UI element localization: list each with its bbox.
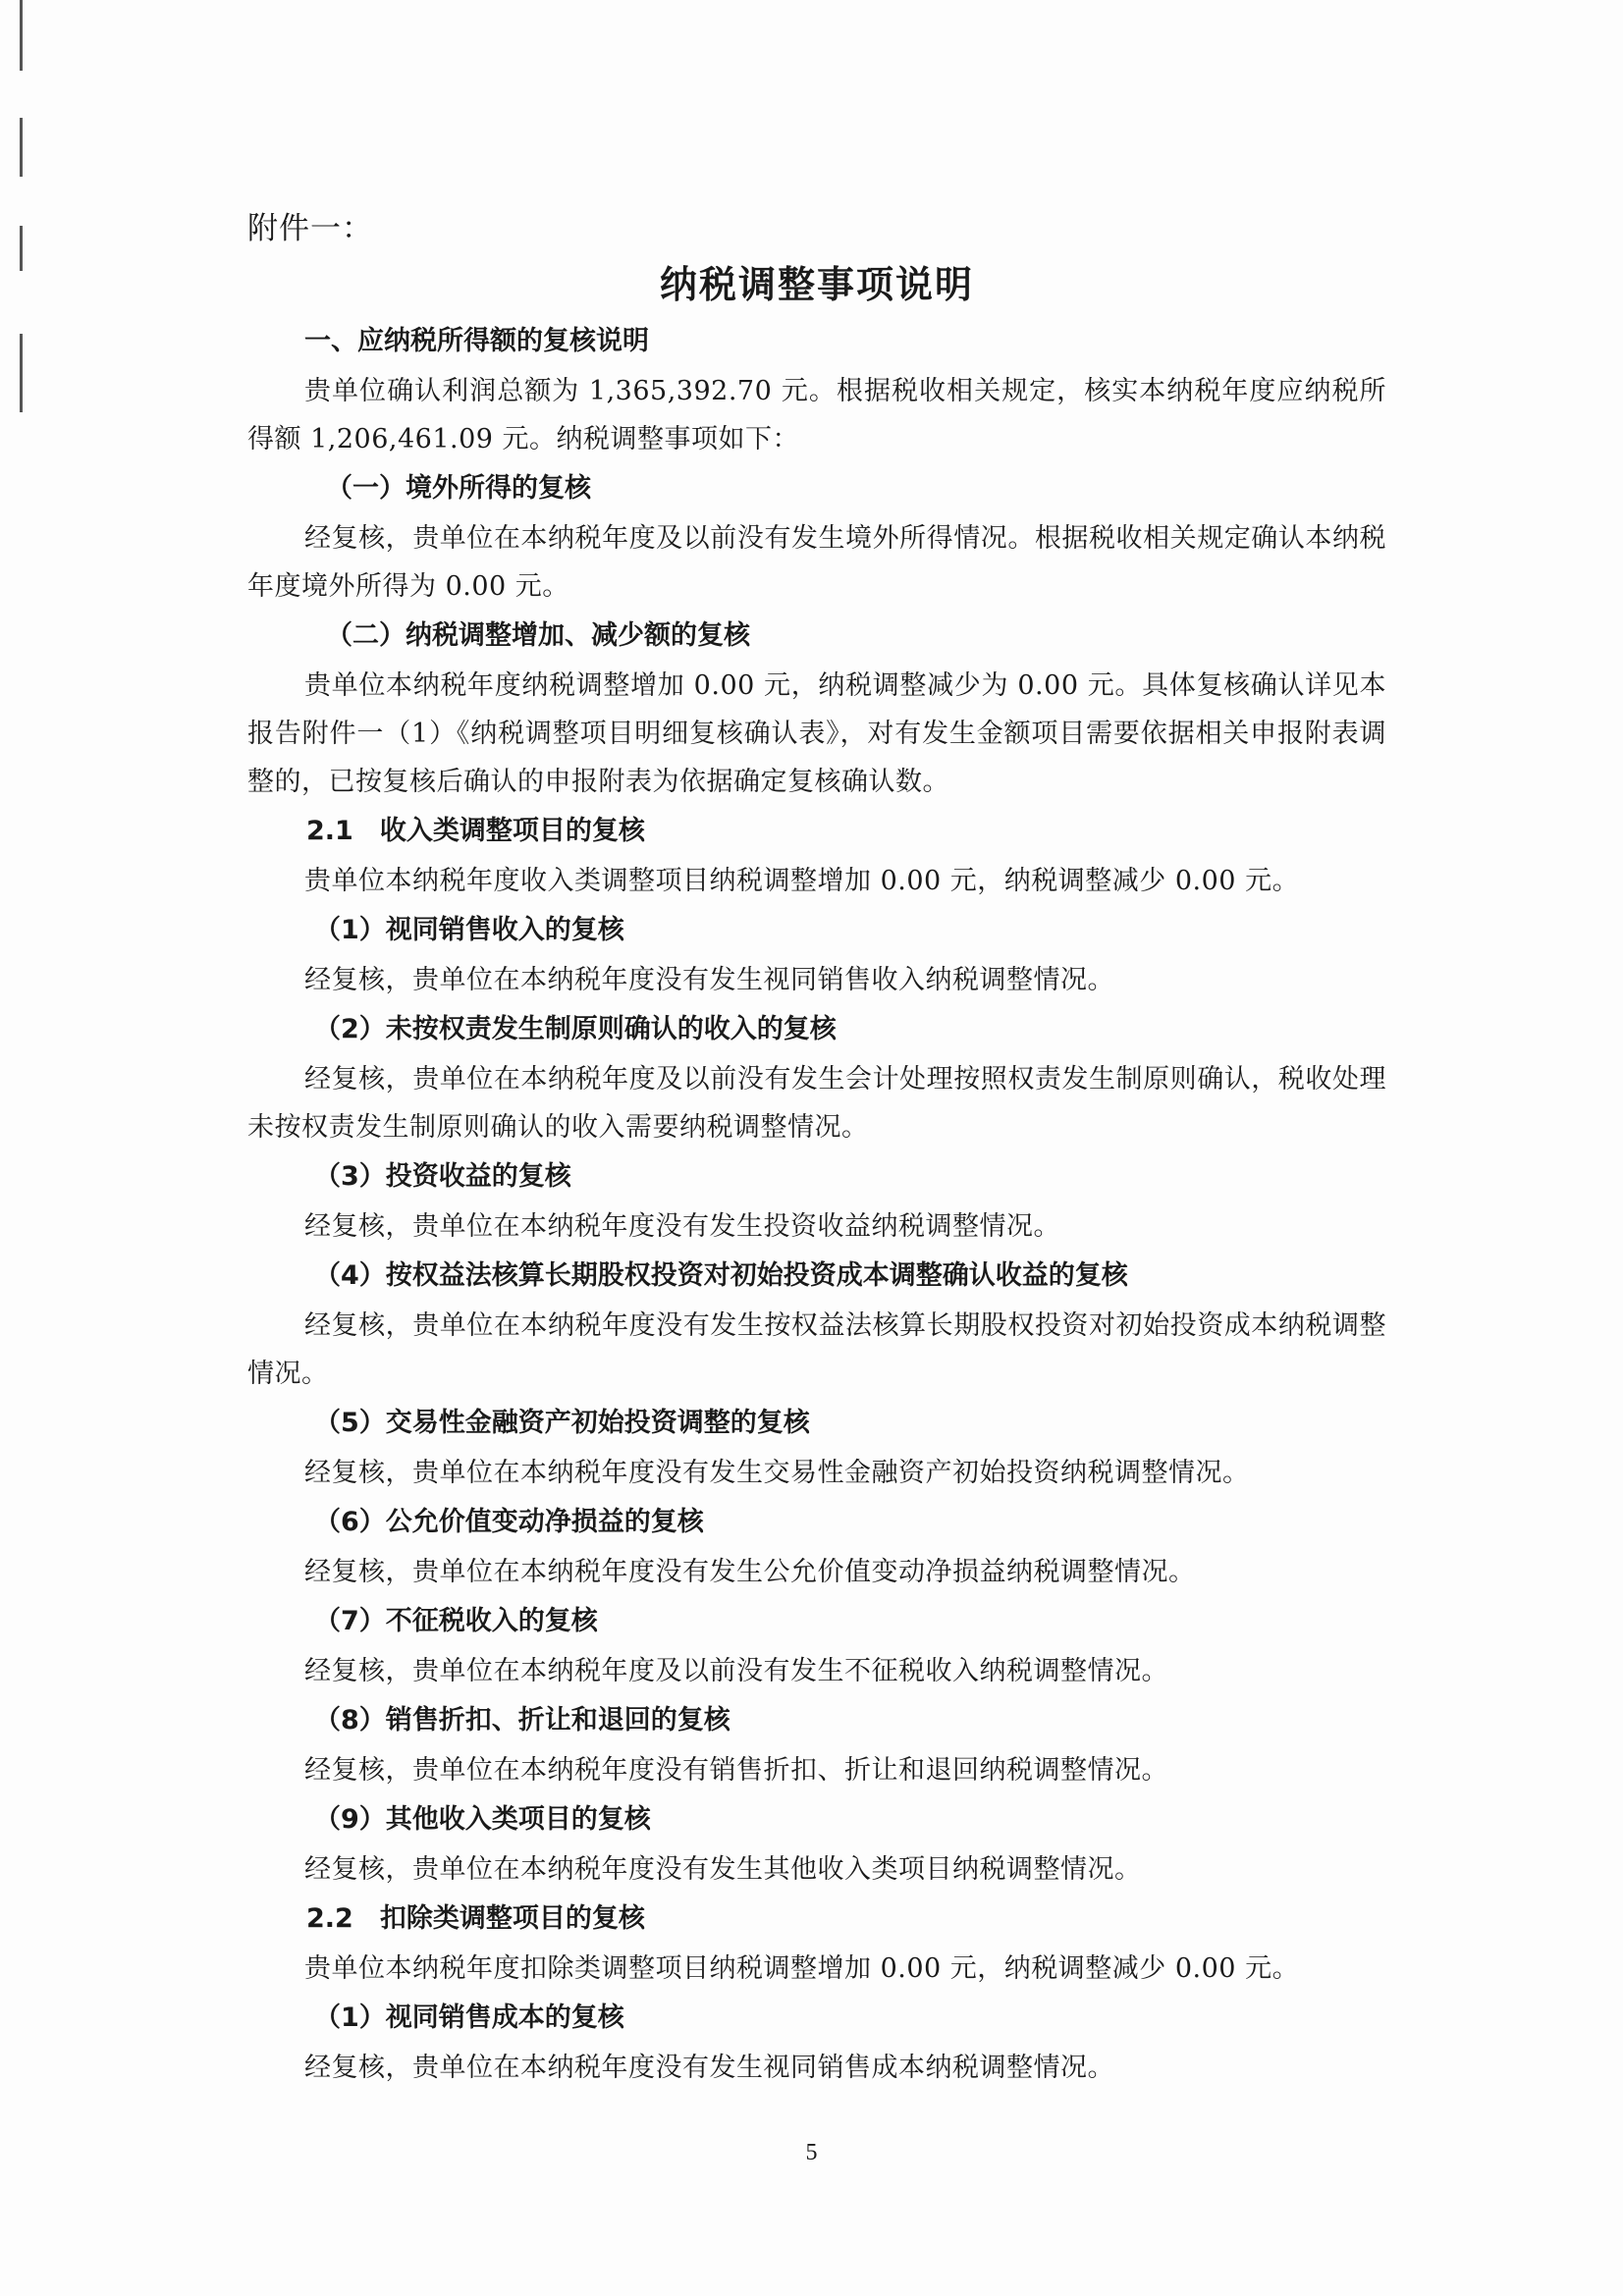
document-title: 纳税调整事项说明: [659, 262, 974, 306]
document-body: [247, 206, 1386, 2092]
paragraph: 贵单位本纳税年度扣除类调整项目纳税调整增加 0.00 元，纳税调整减少 0.00 元。: [304, 1953, 1300, 1984]
section-heading: （6）公允价值变动净损益的复核: [314, 1507, 704, 1537]
section-heading: （4）按权益法核算长期股权投资对初始投资成本调整确认收益的复核: [314, 1260, 1128, 1291]
annex-label: 附件一：: [247, 211, 373, 246]
document-sections: [247, 318, 1386, 2092]
paragraph: 经复核，贵单位在本纳税年度没有发生公允价值变动净损益纳税调整情况。: [304, 1557, 1196, 1587]
paragraph: 贵单位确认利润总额为 1,365,392.70 元。根据税收相关规定，核实本纳税年度应纳税所得额 1,206,461.09 元。纳税调整事项如下：: [247, 376, 1386, 454]
section-heading: 2.1 收入类调整项目的复核: [306, 816, 645, 846]
paragraph: 经复核，贵单位在本纳税年度没有发生投资收益纳税调整情况。: [304, 1211, 1060, 1242]
scan-edge-mark: [20, 334, 23, 412]
section-heading: 2.2 扣除类调整项目的复核: [306, 1903, 645, 1934]
section-heading: （1）视同销售成本的复核: [314, 2002, 624, 2033]
paragraph: 经复核，贵单位在本纳税年度没有发生视同销售成本纳税调整情况。: [304, 2053, 1114, 2083]
section-heading: （3）投资收益的复核: [314, 1161, 571, 1192]
section-heading: （一）境外所得的复核: [326, 473, 591, 504]
paragraph: 经复核，贵单位在本纳税年度没有销售折扣、折让和退回纳税调整情况。: [304, 1755, 1168, 1786]
section-heading: （2）未按权责发生制原则确认的收入的复核: [314, 1014, 837, 1044]
section-heading: （5）交易性金融资产初始投资调整的复核: [314, 1408, 810, 1438]
section-heading: 一、应纳税所得额的复核说明: [304, 326, 649, 356]
paragraph: 经复核，贵单位在本纳税年度及以前没有发生会计处理按照权责发生制原则确认，税收处理未按权责发生制原则确认的收入需要纳税调整情况。: [247, 1064, 1386, 1143]
paragraph: 经复核，贵单位在本纳税年度及以前没有发生境外所得情况。根据税收相关规定确认本纳税年度境外所得为 0.00 元。: [247, 523, 1386, 602]
paragraph: 经复核，贵单位在本纳税年度及以前没有发生不征税收入纳税调整情况。: [304, 1656, 1168, 1686]
section-heading: （9）其他收入类项目的复核: [314, 1804, 651, 1835]
paragraph: 经复核，贵单位在本纳税年度没有发生视同销售收入纳税调整情况。: [304, 965, 1114, 995]
section-heading: （1）视同销售收入的复核: [314, 915, 624, 945]
paragraph: 贵单位本纳税年度收入类调整项目纳税调整增加 0.00 元，纳税调整减少 0.00 元。: [304, 866, 1300, 896]
scan-edge-mark: [20, 0, 23, 71]
section-heading: （7）不征税收入的复核: [314, 1606, 598, 1636]
paragraph: 贵单位本纳税年度纳税调整增加 0.00 元，纳税调整减少为 0.00 元。具体复核确认详见本报告附件一（1）《纳税调整项目明细复核确认表》，对有发生金额项目需要依据相关申报附表调整的，已按复核后确认的申报附表为依据确定复核确认数。: [247, 670, 1386, 797]
paragraph: 经复核，贵单位在本纳税年度没有发生按权益法核算长期股权投资对初始投资成本纳税调整情况。: [247, 1310, 1386, 1389]
section-heading: （二）纳税调整增加、减少额的复核: [326, 620, 750, 651]
paragraph: 经复核，贵单位在本纳税年度没有发生其他收入类项目纳税调整情况。: [304, 1854, 1142, 1885]
scan-edge-mark: [20, 118, 23, 177]
page-number: 5: [805, 2140, 818, 2165]
scan-edge-mark: [20, 226, 23, 271]
paragraph: 经复核，贵单位在本纳税年度没有发生交易性金融资产初始投资纳税调整情况。: [304, 1458, 1250, 1488]
section-heading: （8）销售折扣、折让和退回的复核: [314, 1705, 730, 1735]
